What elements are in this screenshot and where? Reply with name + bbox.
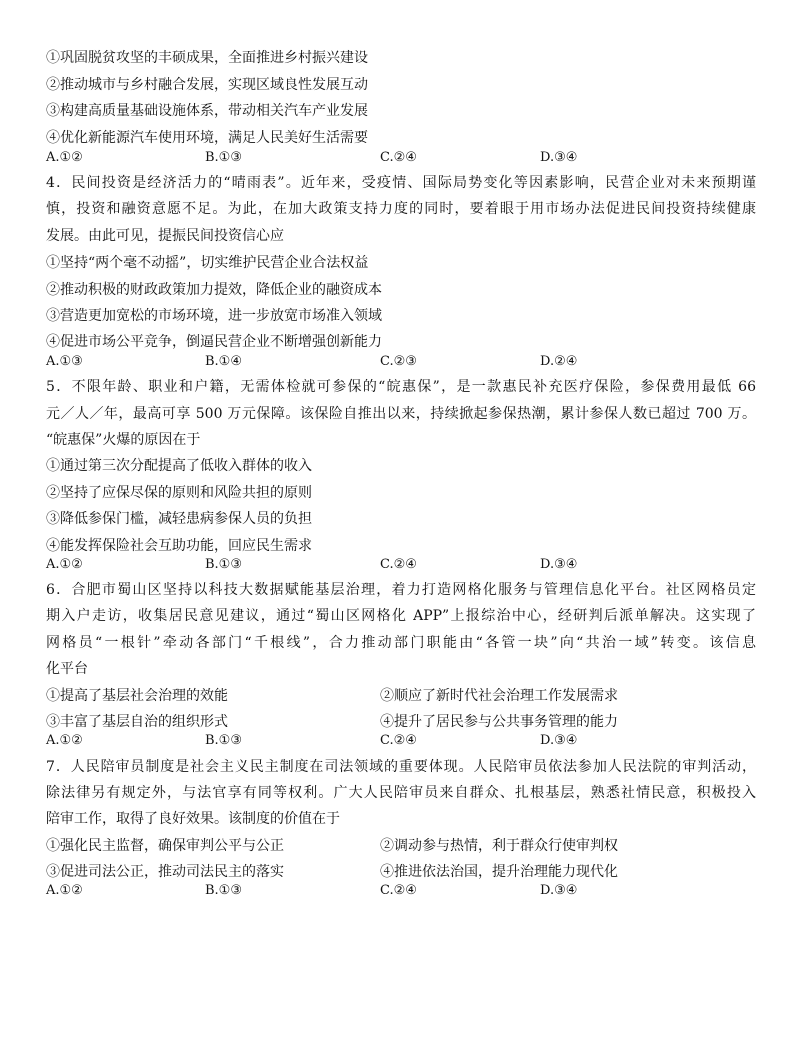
q7-item-3: ③促进司法公正，推动司法民主的落实	[46, 864, 284, 880]
q4-stem-1: 4．民间投资是经济活力的“晴雨表”。近年来，受疫情、国际局势变化等因素影响，民营企业对未来预期谨	[46, 175, 756, 191]
q5-stem-2: 元／人／年，最高可享 500 万元保障。该保险自推出以来，持续掀起参保热潮，累计参保人数已超过 700 万。	[46, 406, 756, 422]
q6-stem-4: 化平台	[46, 661, 88, 677]
q4-stem-3: 发展。由此可见，提振民间投资信心应	[46, 228, 284, 244]
q6-option-a: A.①②	[46, 733, 83, 748]
q4-option-d: D.②④	[540, 354, 578, 369]
q7-option-b: B.①③	[205, 883, 242, 898]
q5-item-3: ③降低参保门槛，减轻患病参保人员的负担	[46, 511, 312, 527]
q5-option-d: D.③④	[540, 557, 578, 572]
q5-option-b: B.①③	[205, 557, 242, 572]
q6-item-2: ②顺应了新时代社会治理工作发展需求	[380, 688, 618, 704]
q6-item-1: ①提高了基层社会治理的效能	[46, 688, 228, 704]
q6-option-c: C.②④	[380, 733, 417, 748]
q4-option-b: B.①④	[205, 354, 242, 369]
q4-option-a: A.①③	[46, 354, 83, 369]
q7-stem-1: 7．人民陪审员制度是社会主义民主制度在司法领域的重要体现。人民陪审员依法参加人民法院的审判活动，	[46, 759, 756, 775]
q7-item-4: ④推进依法治国，提升治理能力现代化	[380, 864, 618, 880]
q7-option-c: C.②④	[380, 883, 417, 898]
q5-item-2: ②坚持了应保尽保的原则和风险共担的原则	[46, 485, 312, 501]
q6-stem-1: 6．合肥市蜀山区坚持以科技大数据赋能基层治理，着力打造网格化服务与管理信息化平台。社区网格员定	[46, 582, 756, 598]
q3-option-b: B.①③	[205, 150, 242, 165]
q6-option-d: D.③④	[540, 733, 578, 748]
q4-option-c: C.②③	[380, 354, 417, 369]
q3-item-4: ④优化新能源汽车使用环境，满足人民美好生活需要	[46, 130, 368, 146]
q5-option-c: C.②④	[380, 557, 417, 572]
q7-stem-3: 陪审工作，取得了良好效果。该制度的价值在于	[46, 811, 340, 827]
q5-item-4: ④能发挥保险社会互助功能，回应民生需求	[46, 538, 312, 554]
q4-item-1: ①坚持“两个毫不动摇”，切实维护民营企业合法权益	[46, 255, 369, 271]
q7-option-a: A.①②	[46, 883, 83, 898]
q3-option-d: D.③④	[540, 150, 578, 165]
q7-item-2: ②调动参与热情，利于群众行使审判权	[380, 838, 618, 854]
q3-item-1: ①巩固脱贫攻坚的丰硕成果，全面推进乡村振兴建设	[46, 50, 368, 66]
q7-option-d: D.③④	[540, 883, 578, 898]
q6-option-b: B.①③	[205, 733, 242, 748]
q3-option-a: A.①②	[46, 150, 83, 165]
q7-stem-2: 除法律另有规定外，与法官享有同等权利。广大人民陪审员来自群众、扎根基层，熟悉社情民意，积极投入	[46, 785, 756, 801]
q4-item-2: ②推动积极的财政政策加力提效，降低企业的融资成本	[46, 282, 382, 298]
q3-option-c: C.②④	[380, 150, 417, 165]
q5-option-a: A.①②	[46, 557, 83, 572]
q7-item-1: ①强化民主监督，确保审判公平与公正	[46, 838, 284, 854]
q5-item-1: ①通过第三次分配提高了低收入群体的收入	[46, 458, 312, 474]
q3-item-2: ②推动城市与乡村融合发展，实现区域良性发展互动	[46, 77, 368, 93]
q5-stem-1: 5．不限年龄、职业和户籍，无需体检就可参保的“皖惠保”，是一款惠民补充医疗保险，参保费用最低 66	[46, 379, 756, 395]
q6-stem-2: 期入户走访，收集居民意见建议，通过“蜀山区网格化 APP”上报综治中心，经研判后派单解决。这实现了	[46, 608, 756, 624]
q6-item-4: ④提升了居民参与公共事务管理的能力	[380, 714, 618, 730]
q5-stem-3: “皖惠保”火爆的原因在于	[46, 432, 201, 448]
q6-item-3: ③丰富了基层自治的组织形式	[46, 714, 228, 730]
q4-item-4: ④促进市场公平竞争，倒逼民营企业不断增强创新能力	[46, 334, 382, 350]
q3-item-3: ③构建高质量基础设施体系，带动相关汽车产业发展	[46, 103, 368, 119]
q4-item-3: ③营造更加宽松的市场环境，进一步放宽市场准入领域	[46, 308, 382, 324]
q6-stem-3: 网格员“一根针”牵动各部门“千根线”，合力推动部门职能由“各管一块”向“共治一域”转变。该信息	[46, 635, 756, 651]
q4-stem-2: 慎，投资和融资意愿不足。为此，在加大政策支持力度的同时，要着眼于用市场办法促进民间投资持续健康	[46, 201, 756, 217]
